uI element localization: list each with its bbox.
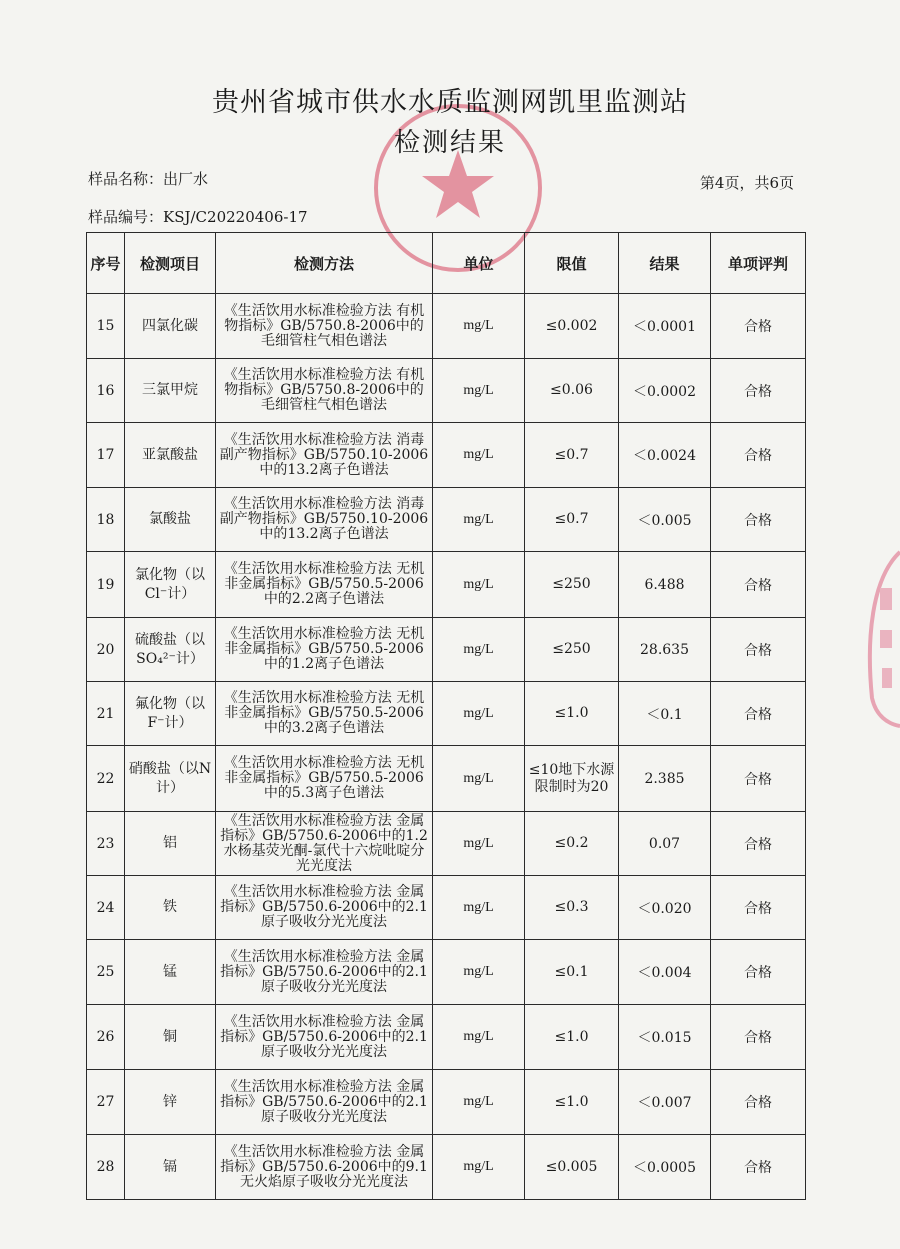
test-method: 《生活饮用水标准检验方法 无机非金属指标》GB/5750.5-2006中的1.2离子色谱法	[216, 618, 433, 682]
report-subtitle: 检测结果	[393, 128, 506, 158]
verdict: 合格	[711, 423, 806, 488]
table-row	[87, 618, 806, 682]
test-method: 《生活饮用水标准检验方法 金属指标》GB/5750.6-2006中的2.1原子吸收分光光度法	[216, 1005, 433, 1070]
unit: mg/L	[433, 940, 525, 1005]
test-method: 《生活饮用水标准检验方法 有机物指标》GB/5750.8-2006中的毛细管柱气相色谱法	[216, 359, 433, 423]
test-method: 《生活饮用水标准检验方法 有机物指标》GB/5750.8-2006中的毛细管柱气相色谱法	[216, 294, 433, 359]
table-row	[87, 552, 806, 618]
unit: mg/L	[433, 359, 525, 423]
table-row	[87, 812, 806, 876]
test-item: 四氯化碳	[125, 294, 216, 359]
test-item: 三氯甲烷	[125, 359, 216, 423]
unit: mg/L	[433, 618, 525, 682]
limit-value: ≤0.005	[525, 1135, 619, 1200]
table-row	[87, 359, 806, 423]
limit-value: ≤0.002	[525, 294, 619, 359]
result-value: 2.385	[619, 746, 711, 812]
result-value: ＜0.0002	[619, 359, 711, 423]
limit-value: ≤250	[525, 552, 619, 618]
unit: mg/L	[433, 1005, 525, 1070]
test-item: 氯酸盐	[125, 488, 216, 552]
test-method: 《生活饮用水标准检验方法 金属指标》GB/5750.6-2006中的2.1原子吸收分光光度法	[216, 1070, 433, 1135]
sample-number: 样品编号：KSJ/C20220406-17	[88, 208, 308, 226]
verdict: 合格	[711, 682, 806, 746]
row-number: 18	[87, 488, 125, 552]
col-header-item: 检测项目	[125, 233, 216, 294]
col-header-limit: 限值	[525, 233, 619, 294]
table-row	[87, 1135, 806, 1200]
unit: mg/L	[433, 1135, 525, 1200]
row-number: 24	[87, 876, 125, 940]
results-table	[86, 232, 806, 1200]
test-method: 《生活饮用水标准检验方法 无机非金属指标》GB/5750.5-2006中的5.3离子色谱法	[216, 746, 433, 812]
table-row	[87, 423, 806, 488]
limit-value: ≤10地下水源限制时为20	[525, 746, 619, 812]
unit: mg/L	[433, 423, 525, 488]
page-number: 第4页，共6页	[699, 174, 794, 192]
test-method: 《生活饮用水标准检验方法 消毒副产物指标》GB/5750.10-2006中的13.2离子色谱法	[216, 488, 433, 552]
header-row	[87, 233, 806, 294]
limit-value: ≤0.7	[525, 488, 619, 552]
col-header-verdict: 单项评判	[711, 233, 806, 294]
test-item: 锌	[125, 1070, 216, 1135]
verdict: 合格	[711, 1005, 806, 1070]
sample-name: 样品名称：出厂水	[88, 170, 209, 188]
test-method: 《生活饮用水标准检验方法 金属指标》GB/5750.6-2006中的2.1原子吸收分光光度法	[216, 876, 433, 940]
limit-value: ≤0.1	[525, 940, 619, 1005]
unit: mg/L	[433, 876, 525, 940]
limit-value: ≤0.06	[525, 359, 619, 423]
result-value: ＜0.020	[619, 876, 711, 940]
test-item: 镉	[125, 1135, 216, 1200]
test-item: 氟化物（以F⁻计）	[125, 682, 216, 746]
row-number: 21	[87, 682, 125, 746]
table-row	[87, 876, 806, 940]
col-header-method: 检测方法	[216, 233, 433, 294]
result-value: ＜0.007	[619, 1070, 711, 1135]
test-item: 铜	[125, 1005, 216, 1070]
test-item: 硝酸盐（以N计）	[125, 746, 216, 812]
test-method: 《生活饮用水标准检验方法 金属指标》GB/5750.6-2006中的2.1原子吸收分光光度法	[216, 940, 433, 1005]
table-row	[87, 682, 806, 746]
test-method: 《生活饮用水标准检验方法 金属指标》GB/5750.6-2006中的1.2水杨基荧光酮-氯代十六烷吡啶分光光度法	[216, 812, 433, 876]
row-number: 26	[87, 1005, 125, 1070]
verdict: 合格	[711, 294, 806, 359]
row-number: 17	[87, 423, 125, 488]
row-number: 15	[87, 294, 125, 359]
verdict: 合格	[711, 940, 806, 1005]
verdict: 合格	[711, 1135, 806, 1200]
result-value: ＜0.0001	[619, 294, 711, 359]
test-item: 硫酸盐（以SO₄²⁻计）	[125, 618, 216, 682]
verdict: 合格	[711, 812, 806, 876]
unit: mg/L	[433, 812, 525, 876]
verdict: 合格	[711, 618, 806, 682]
limit-value: ≤250	[525, 618, 619, 682]
limit-value: ≤0.3	[525, 876, 619, 940]
result-value: 0.07	[619, 812, 711, 876]
test-method: 《生活饮用水标准检验方法 无机非金属指标》GB/5750.5-2006中的2.2离子色谱法	[216, 552, 433, 618]
table-row	[87, 1005, 806, 1070]
table-row	[87, 488, 806, 552]
row-number: 20	[87, 618, 125, 682]
table-row	[87, 746, 806, 812]
unit: mg/L	[433, 682, 525, 746]
row-number: 19	[87, 552, 125, 618]
table-row	[87, 1070, 806, 1135]
test-method: 《生活饮用水标准检验方法 消毒副产物指标》GB/5750.10-2006中的13.2离子色谱法	[216, 423, 433, 488]
unit: mg/L	[433, 488, 525, 552]
verdict: 合格	[711, 876, 806, 940]
test-item: 铁	[125, 876, 216, 940]
test-method: 《生活饮用水标准检验方法 金属指标》GB/5750.6-2006中的9.1无火焰原子吸收分光光度法	[216, 1135, 433, 1200]
unit: mg/L	[433, 1070, 525, 1135]
row-number: 16	[87, 359, 125, 423]
row-number: 22	[87, 746, 125, 812]
test-item: 氯化物（以Cl⁻计）	[125, 552, 216, 618]
row-number: 28	[87, 1135, 125, 1200]
limit-value: ≤0.7	[525, 423, 619, 488]
test-item: 亚氯酸盐	[125, 423, 216, 488]
result-value: ＜0.015	[619, 1005, 711, 1070]
verdict: 合格	[711, 552, 806, 618]
verdict: 合格	[711, 746, 806, 812]
limit-value: ≤1.0	[525, 682, 619, 746]
unit: mg/L	[433, 552, 525, 618]
unit: mg/L	[433, 294, 525, 359]
verdict: 合格	[711, 359, 806, 423]
test-item: 铝	[125, 812, 216, 876]
test-item: 锰	[125, 940, 216, 1005]
table-row	[87, 940, 806, 1005]
verdict: 合格	[711, 488, 806, 552]
col-header-result: 结果	[619, 233, 711, 294]
verdict: 合格	[711, 1070, 806, 1135]
edge-seal-mark	[862, 548, 900, 728]
report-title: 贵州省城市供水水质监测网凯里监测站	[212, 87, 688, 118]
result-value: ＜0.0005	[619, 1135, 711, 1200]
test-method: 《生活饮用水标准检验方法 无机非金属指标》GB/5750.5-2006中的3.2离子色谱法	[216, 682, 433, 746]
result-value: ＜0.005	[619, 488, 711, 552]
result-value: ＜0.0024	[619, 423, 711, 488]
col-header-unit: 单位	[433, 233, 525, 294]
limit-value: ≤1.0	[525, 1070, 619, 1135]
row-number: 23	[87, 812, 125, 876]
result-value: ＜0.1	[619, 682, 711, 746]
result-value: 6.488	[619, 552, 711, 618]
row-number: 27	[87, 1070, 125, 1135]
limit-value: ≤0.2	[525, 812, 619, 876]
unit: mg/L	[433, 746, 525, 812]
limit-value: ≤1.0	[525, 1005, 619, 1070]
result-value: ＜0.004	[619, 940, 711, 1005]
col-header-no: 序号	[87, 233, 125, 294]
table-row	[87, 294, 806, 359]
row-number: 25	[87, 940, 125, 1005]
result-value: 28.635	[619, 618, 711, 682]
